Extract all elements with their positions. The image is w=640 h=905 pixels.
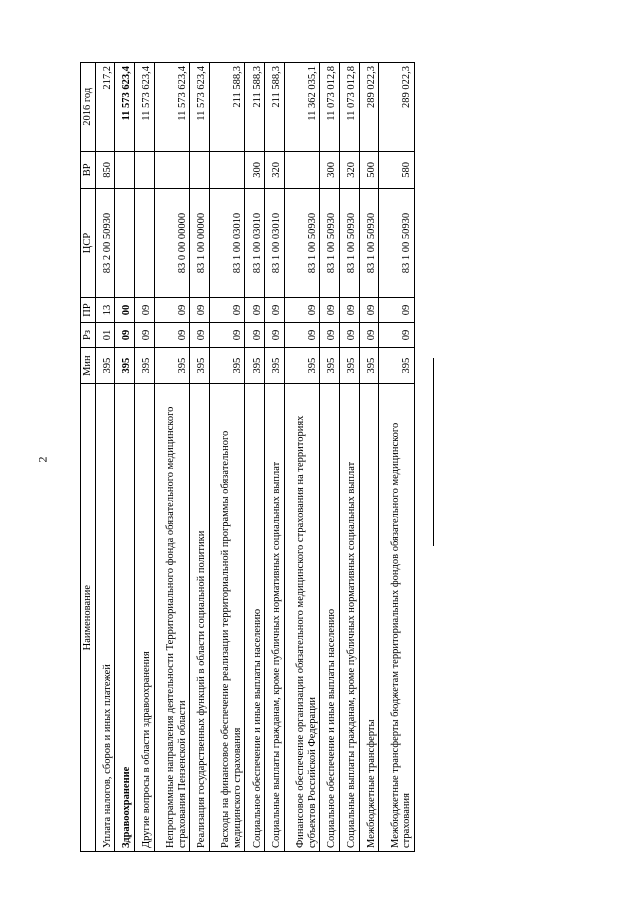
cell-csr: 83 1 00 50930 xyxy=(339,189,359,298)
cell-pr: 09 xyxy=(339,298,359,323)
header-vr: ВР xyxy=(81,151,96,188)
cell-vr xyxy=(135,151,155,188)
cell-vr: 850 xyxy=(95,151,115,188)
cell-name: Уплата налогов, сборов и иных платежей xyxy=(95,384,115,852)
cell-amount: 11 073 012,8 xyxy=(339,63,359,152)
cell-vr: 320 xyxy=(339,151,359,188)
cell-csr xyxy=(115,189,135,298)
cell-min: 395 xyxy=(379,347,415,383)
cell-name: Межбюджетные трансферты xyxy=(359,384,379,852)
cell-min: 395 xyxy=(209,347,244,383)
cell-rz: 09 xyxy=(284,323,319,348)
cell-min: 395 xyxy=(95,347,115,383)
cell-pr: 09 xyxy=(284,298,319,323)
cell-min: 395 xyxy=(115,347,135,383)
cell-pr: 09 xyxy=(190,298,210,323)
cell-vr xyxy=(284,151,319,188)
cell-rz: 09 xyxy=(115,323,135,348)
cell-csr: 83 1 00 50930 xyxy=(320,189,340,298)
header-min: Мин xyxy=(81,347,96,383)
cell-csr: 83 2 00 50930 xyxy=(95,189,115,298)
cell-pr: 09 xyxy=(265,298,285,323)
cell-rz: 09 xyxy=(339,323,359,348)
table-row xyxy=(209,63,244,852)
cell-csr: 83 0 00 00000 xyxy=(154,189,189,298)
cell-name: Социальные выплаты гражданам, кроме публичных нормативных социальных выплат xyxy=(265,384,285,852)
cell-name: Финансовое обеспечение организации обязательного медицинского страхования на территориях субъектов Российской Федерации xyxy=(284,384,319,852)
header-year: 2016 год xyxy=(81,63,96,152)
cell-pr: 09 xyxy=(209,298,244,323)
cell-pr: 09 xyxy=(359,298,379,323)
cell-vr: 300 xyxy=(320,151,340,188)
cell-amount: 11 573 623,4 xyxy=(115,63,135,152)
table-row xyxy=(359,63,379,852)
table-row xyxy=(245,63,265,852)
cell-rz: 09 xyxy=(320,323,340,348)
cell-vr xyxy=(154,151,189,188)
cell-amount: 11 573 623,4 xyxy=(154,63,189,152)
cell-rz: 01 xyxy=(95,323,115,348)
table-row xyxy=(115,63,135,852)
cell-rz: 09 xyxy=(154,323,189,348)
cell-rz: 09 xyxy=(359,323,379,348)
cell-rz: 09 xyxy=(209,323,244,348)
cell-csr: 83 1 00 03010 xyxy=(245,189,265,298)
cell-min: 395 xyxy=(320,347,340,383)
table-row xyxy=(190,63,210,852)
cell-csr: 83 1 00 00000 xyxy=(190,189,210,298)
cell-min: 395 xyxy=(265,347,285,383)
cell-pr: 09 xyxy=(320,298,340,323)
cell-amount: 11 073 012,8 xyxy=(320,63,340,152)
header-rz: Рз xyxy=(81,323,96,348)
page-number: 2 xyxy=(35,456,50,463)
cell-vr: 580 xyxy=(379,151,415,188)
table-row xyxy=(379,63,415,852)
table-header-row xyxy=(81,63,96,852)
cell-amount: 217,2 xyxy=(95,63,115,152)
cell-rz: 09 xyxy=(245,323,265,348)
cell-name: Здравоохранение xyxy=(115,384,135,852)
cell-pr: 09 xyxy=(379,298,415,323)
cell-amount: 11 362 035,1 xyxy=(284,63,319,152)
cell-pr: 00 xyxy=(115,298,135,323)
cell-min: 395 xyxy=(339,347,359,383)
header-csr: ЦСР xyxy=(81,189,96,298)
cell-vr xyxy=(115,151,135,188)
cell-vr: 500 xyxy=(359,151,379,188)
header-name: Наименование xyxy=(81,384,96,852)
cell-min: 395 xyxy=(284,347,319,383)
cell-name: Социальное обеспечение и иные выплаты населению xyxy=(245,384,265,852)
cell-min: 395 xyxy=(359,347,379,383)
cell-pr: 09 xyxy=(154,298,189,323)
cell-name: Реализация государственных функций в области социальной политики xyxy=(190,384,210,852)
cell-min: 395 xyxy=(154,347,189,383)
cell-min: 395 xyxy=(245,347,265,383)
cell-rz: 09 xyxy=(379,323,415,348)
cell-amount: 11 573 623,4 xyxy=(190,63,210,152)
cell-pr: 09 xyxy=(135,298,155,323)
cell-amount: 11 573 623,4 xyxy=(135,63,155,152)
cell-name: Расходы на финансовое обеспечение реализации территориальной программы обязательного медицинского страхования xyxy=(209,384,244,852)
cell-amount: 211 588,3 xyxy=(209,63,244,152)
table-row xyxy=(95,63,115,852)
cell-name: Межбюджетные трансферты бюджетам территориальных фондов обязательного медицинского страхования xyxy=(379,384,415,852)
budget-table xyxy=(80,62,415,852)
footnote-divider xyxy=(433,358,434,546)
table-row xyxy=(339,63,359,852)
cell-name: Другие вопросы в области здравоохранения xyxy=(135,384,155,852)
cell-amount: 211 588,3 xyxy=(245,63,265,152)
cell-csr: 83 1 00 50930 xyxy=(284,189,319,298)
cell-pr: 13 xyxy=(95,298,115,323)
table-row xyxy=(320,63,340,852)
table-row xyxy=(154,63,189,852)
cell-csr: 83 1 00 03010 xyxy=(209,189,244,298)
cell-vr: 300 xyxy=(245,151,265,188)
cell-name: Социальное обеспечение и иные выплаты населению xyxy=(320,384,340,852)
cell-amount: 289 022,3 xyxy=(359,63,379,152)
cell-csr xyxy=(135,189,155,298)
cell-amount: 289 022,3 xyxy=(379,63,415,152)
cell-name: Непрограммные направления деятельности Территориального фонда обязательного медицинского страхования Пензенской области xyxy=(154,384,189,852)
table-row xyxy=(284,63,319,852)
cell-csr: 83 1 00 50930 xyxy=(379,189,415,298)
table-row xyxy=(135,63,155,852)
cell-min: 395 xyxy=(135,347,155,383)
cell-pr: 09 xyxy=(245,298,265,323)
header-pr: ПР xyxy=(81,298,96,323)
cell-csr: 83 1 00 50930 xyxy=(359,189,379,298)
budget-table-container xyxy=(80,62,415,852)
cell-min: 395 xyxy=(190,347,210,383)
cell-vr xyxy=(209,151,244,188)
cell-rz: 09 xyxy=(265,323,285,348)
cell-name: Социальные выплаты гражданам, кроме публичных нормативных социальных выплат xyxy=(339,384,359,852)
cell-csr: 83 1 00 03010 xyxy=(265,189,285,298)
cell-vr xyxy=(190,151,210,188)
table-row xyxy=(265,63,285,852)
cell-rz: 09 xyxy=(190,323,210,348)
cell-rz: 09 xyxy=(135,323,155,348)
cell-amount: 211 588,3 xyxy=(265,63,285,152)
cell-vr: 320 xyxy=(265,151,285,188)
